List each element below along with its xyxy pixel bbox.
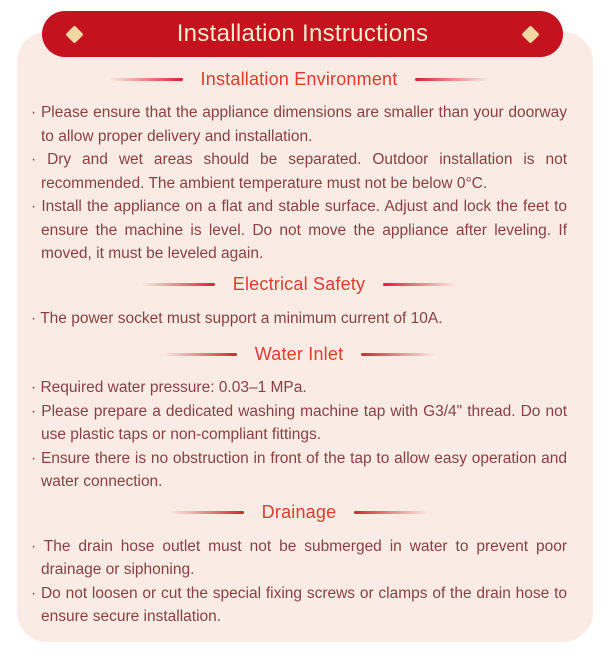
bullet-list — [31, 101, 567, 266]
section-header — [31, 343, 567, 365]
divider-right — [354, 511, 428, 514]
section-title: Drainage — [261, 502, 337, 522]
bullet-item: · Do not loosen or cut the special fixing screws or clamps of the drain hose to ensure secure installation. — [31, 582, 567, 629]
divider-right — [383, 283, 457, 286]
section-electrical-safety — [31, 274, 567, 331]
bullet-list — [31, 376, 567, 494]
section-header — [31, 502, 567, 524]
title-banner — [42, 11, 563, 57]
divider-left — [109, 78, 183, 81]
diamond-right-icon — [521, 25, 539, 43]
section-header — [31, 274, 567, 296]
section-drainage — [31, 502, 567, 629]
bullet-item: · Required water pressure: 0.03–1 MPa. — [31, 376, 567, 400]
divider-right — [361, 353, 435, 356]
divider-right — [415, 78, 489, 81]
bullet-item: · Dry and wet areas should be separated. Outdoor installation is not recommended. The ambient temperature must not be below 0°C. — [31, 148, 567, 195]
section-title: Electrical Safety — [232, 274, 366, 294]
bullet-item: · Please prepare a dedicated washing machine tap with G3/4" thread. Do not use plastic taps or non-compliant fittings. — [31, 400, 567, 447]
bullet-item: · Ensure there is no obstruction in front of the tap to allow easy operation and water connection. — [31, 447, 567, 494]
bullet-item: · Install the appliance on a flat and stable surface. Adjust and lock the feet to ensure the machine is level. Do not move the appliance after leveling. If moved, it must be leveled again. — [31, 195, 567, 266]
divider-left — [170, 511, 244, 514]
divider-left — [141, 283, 215, 286]
diamond-left-icon — [65, 25, 83, 43]
bullet-list — [31, 535, 567, 629]
page-title: Installation Instructions — [176, 20, 429, 47]
section-water-inlet — [31, 343, 567, 494]
bullet-item: · Please ensure that the appliance dimensions are smaller than your doorway to allow proper delivery and installation. — [31, 101, 567, 148]
bullet-item: · The drain hose outlet must not be submerged in water to prevent poor drainage or siphoning. — [31, 535, 567, 582]
divider-left — [163, 353, 237, 356]
section-header — [31, 68, 567, 90]
section-title: Water Inlet — [254, 343, 344, 364]
bullet-item: · The power socket must support a minimum current of 10A. — [31, 307, 567, 331]
instructions-card — [17, 32, 593, 642]
bullet-list — [31, 307, 567, 331]
section-title: Installation Environment — [200, 68, 398, 89]
section-installation-environment — [31, 68, 567, 266]
